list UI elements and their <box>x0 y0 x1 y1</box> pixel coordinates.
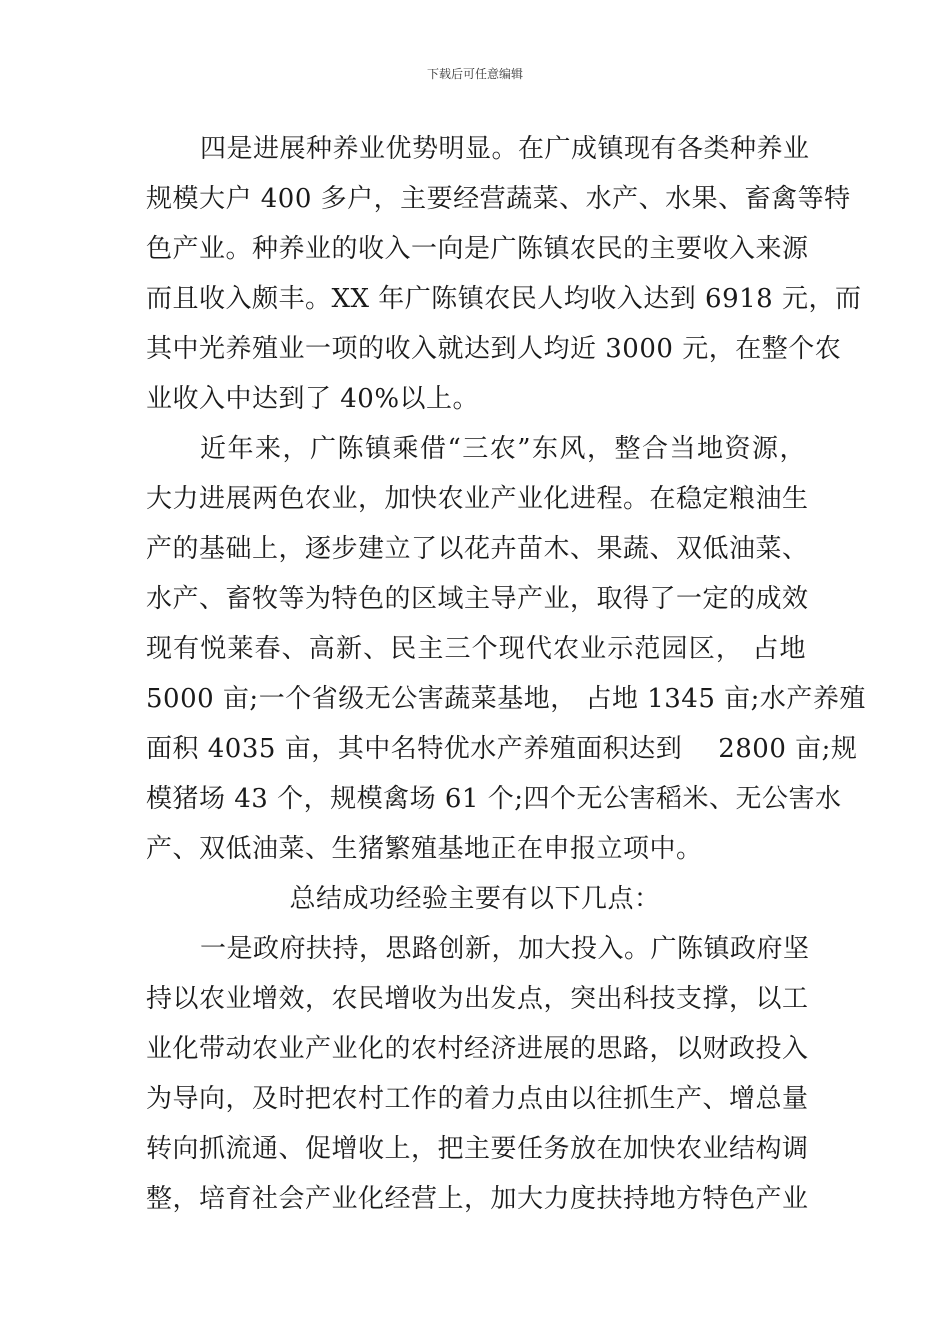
paragraph-line: 一是政府扶持，思路创新，加大投入。广陈镇政府坚 <box>200 934 810 964</box>
paragraph-line: 为导向，及时把农村工作的着力点由以往抓生产、增总量 <box>146 1084 809 1114</box>
paragraph-line: 规模大户 400 多户，主要经营蔬菜、水产、水果、畜禽等特 <box>146 184 851 214</box>
paragraph-line: 持以农业增效，农民增收为出发点，突出科技支撑，以工 <box>146 984 809 1014</box>
paragraph-line: 产的基础上，逐步建立了以花卉苗木、果蔬、双低油菜、 <box>146 534 809 564</box>
paragraph-line: 整，培育社会产业化经营上，加大力度扶持地方特色产业 <box>146 1184 809 1214</box>
paragraph-line <box>146 732 858 766</box>
paragraph-line: 色产业。种养业的收入一向是广陈镇农民的主要收入来源 <box>146 234 809 264</box>
paragraph-line: 四是进展种养业优势明显。在广成镇现有各类种养业 <box>200 134 810 164</box>
paragraph-line: 转向抓流通、促增收上，把主要任务放在加快农业结构调 <box>146 1134 809 1164</box>
page-header: 下载后可任意编辑 <box>426 67 523 81</box>
paragraph-line: 近年来，广陈镇乘借“三农”东风，整合当地资源， <box>200 434 806 464</box>
paragraph-line: 业收入中达到了 40%以上。 <box>146 384 480 414</box>
paragraph-line: 水产、畜牧等为特色的区域主导产业，取得了一定的成效 <box>146 584 809 614</box>
paragraph-line: 5000 亩;一个省级无公害蔬菜基地， 占地 1345 亩;水产养殖 <box>146 684 866 714</box>
paragraph-line: 现有悦莱春、高新、民主三个现代农业示范园区， 占地 <box>146 634 806 664</box>
line-segment: 面积 4035 亩，其中名特优水产养殖面积达到 <box>146 734 683 764</box>
paragraph-line: 产、双低油菜、生猪繁殖基地正在申报立项中。 <box>146 834 703 864</box>
paragraph-line: 其中光养殖业一项的收入就达到人均近 3000 元，在整个农 <box>146 334 842 364</box>
paragraph-line: 模猪场 43 个，规模禽场 61 个;四个无公害稻米、无公害水 <box>146 784 842 814</box>
paragraph-line: 业化带动农业产业化的农村经济进展的思路，以财政投入 <box>146 1034 809 1064</box>
line-segment: 2800 亩;规 <box>718 734 858 764</box>
paragraph-line: 而且收入颇丰。XX 年广陈镇农民人均收入达到 6918 元，而 <box>146 284 862 314</box>
paragraph-line: 大力进展两色农业，加快农业产业化进程。在稳定粮油生 <box>146 484 809 514</box>
section-heading: 总结成功经验主要有以下几点： <box>289 884 661 914</box>
